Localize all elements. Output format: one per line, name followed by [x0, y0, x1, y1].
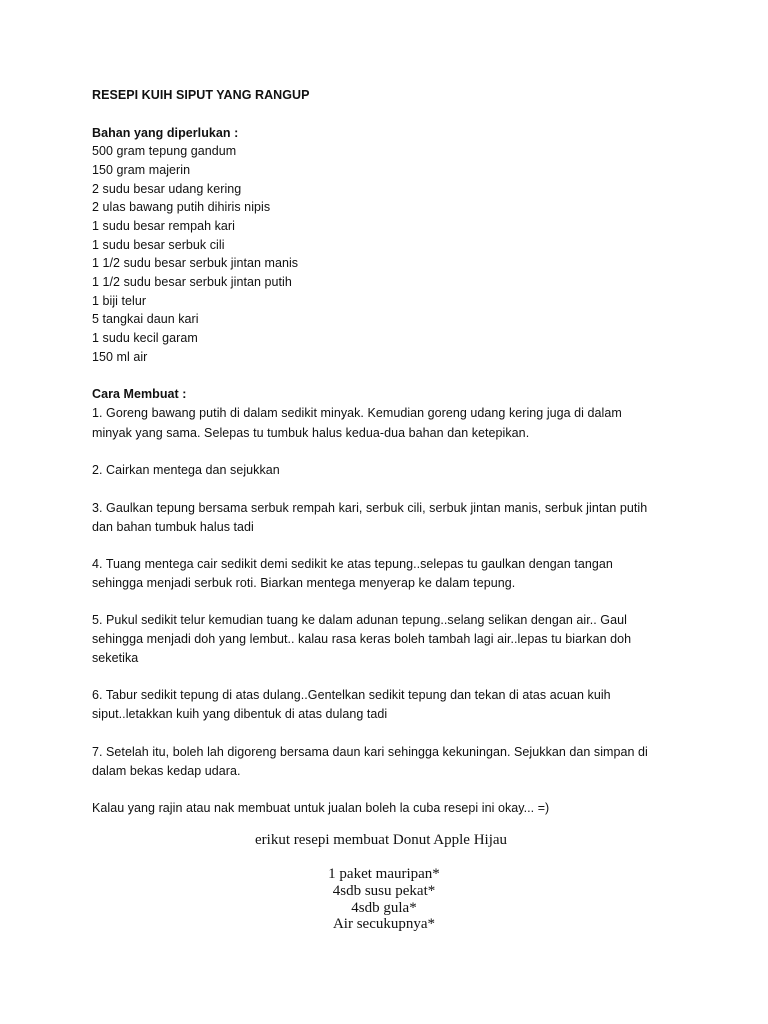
method-step-7-line-1: 7. Setelah itu, boleh lah digoreng bersama daun kari sehingga kekuningan. Sejukkan dan simpan di	[92, 745, 648, 759]
method-step-1-line-2: minyak yang sama. Selepas tu tumbuk halus kedua-dua bahan dan ketepikan.	[92, 426, 530, 440]
closing-note: Kalau yang rajin atau nak membuat untuk jualan boleh la cuba resepi ini okay... =)	[92, 801, 550, 815]
ingredient-item: 1 1/2 sudu besar serbuk jintan putih	[92, 275, 292, 289]
method-step-6-line-2: siput..letakkan kuih yang dibentuk di atas dulang tadi	[92, 707, 388, 721]
method-step-3-line-2: dan bahan tumbuk halus tadi	[92, 520, 254, 534]
ingredient-item: 150 gram majerin	[92, 163, 191, 177]
ingredient-item: 1 sudu kecil garam	[92, 331, 198, 345]
method-step-5-line-2: sehingga menjadi doh yang lembut.. kalau rasa keras boleh tambah lagi air..lepas tu biarkan doh	[92, 632, 632, 646]
method-step-5-line-3: seketika	[92, 651, 139, 665]
method-step-6-line-1: 6. Tabur sedikit tepung di atas dulang..Gentelkan sedikit tepung dan tekan di atas acuan kuih	[92, 688, 611, 702]
ingredient-item: 500 gram tepung gandum	[92, 144, 237, 158]
method-step-1-line-1: 1. Goreng bawang putih di dalam sedikit minyak. Kemudian goreng udang kering juga di dalam	[92, 406, 622, 420]
method-step-3-line-1: 3. Gaulkan tepung bersama serbuk rempah kari, serbuk cili, serbuk jintan manis, serbuk jintan putih	[92, 501, 648, 515]
ingredient-item: 1 biji telur	[92, 294, 147, 308]
donut-recipe-intro: erikut resepi membuat Donut Apple Hijau	[255, 832, 508, 848]
ingredient-item: 2 ulas bawang putih dihiris nipis	[92, 200, 271, 214]
method-heading: Cara Membuat :	[92, 387, 187, 401]
donut-ingredient: Air secukupnya*	[332, 916, 436, 932]
ingredient-item: 2 sudu besar udang kering	[92, 182, 242, 196]
method-step-2: 2. Cairkan mentega dan sejukkan	[92, 463, 280, 477]
method-step-4-line-2: sehingga menjadi serbuk roti. Biarkan mentega menyerap ke dalam tepung.	[92, 576, 516, 590]
method-step-7-line-2: dalam bekas kedap udara.	[92, 764, 241, 778]
donut-ingredient: 4sdb gula*	[351, 900, 417, 916]
ingredient-item: 5 tangkai daun kari	[92, 312, 199, 326]
ingredient-item: 1 sudu besar rempah kari	[92, 219, 235, 233]
ingredient-item: 150 ml air	[92, 350, 148, 364]
donut-ingredient: 1 paket mauripan*	[328, 866, 440, 882]
method-step-5-line-1: 5. Pukul sedikit telur kemudian tuang ke dalam adunan tepung..selang selikan dengan air.. Gaul	[92, 613, 627, 627]
method-step-4-line-1: 4. Tuang mentega cair sedikit demi sedikit ke atas tepung..selepas tu gaulkan dengan tangan	[92, 557, 613, 571]
ingredients-heading: Bahan yang diperlukan :	[92, 126, 239, 140]
donut-ingredient: 4sdb susu pekat*	[332, 883, 436, 899]
ingredient-item: 1 sudu besar serbuk cili	[92, 238, 225, 252]
ingredient-item: 1 1/2 sudu besar serbuk jintan manis	[92, 256, 299, 270]
recipe-title: RESEPI KUIH SIPUT YANG RANGUP	[92, 88, 310, 102]
